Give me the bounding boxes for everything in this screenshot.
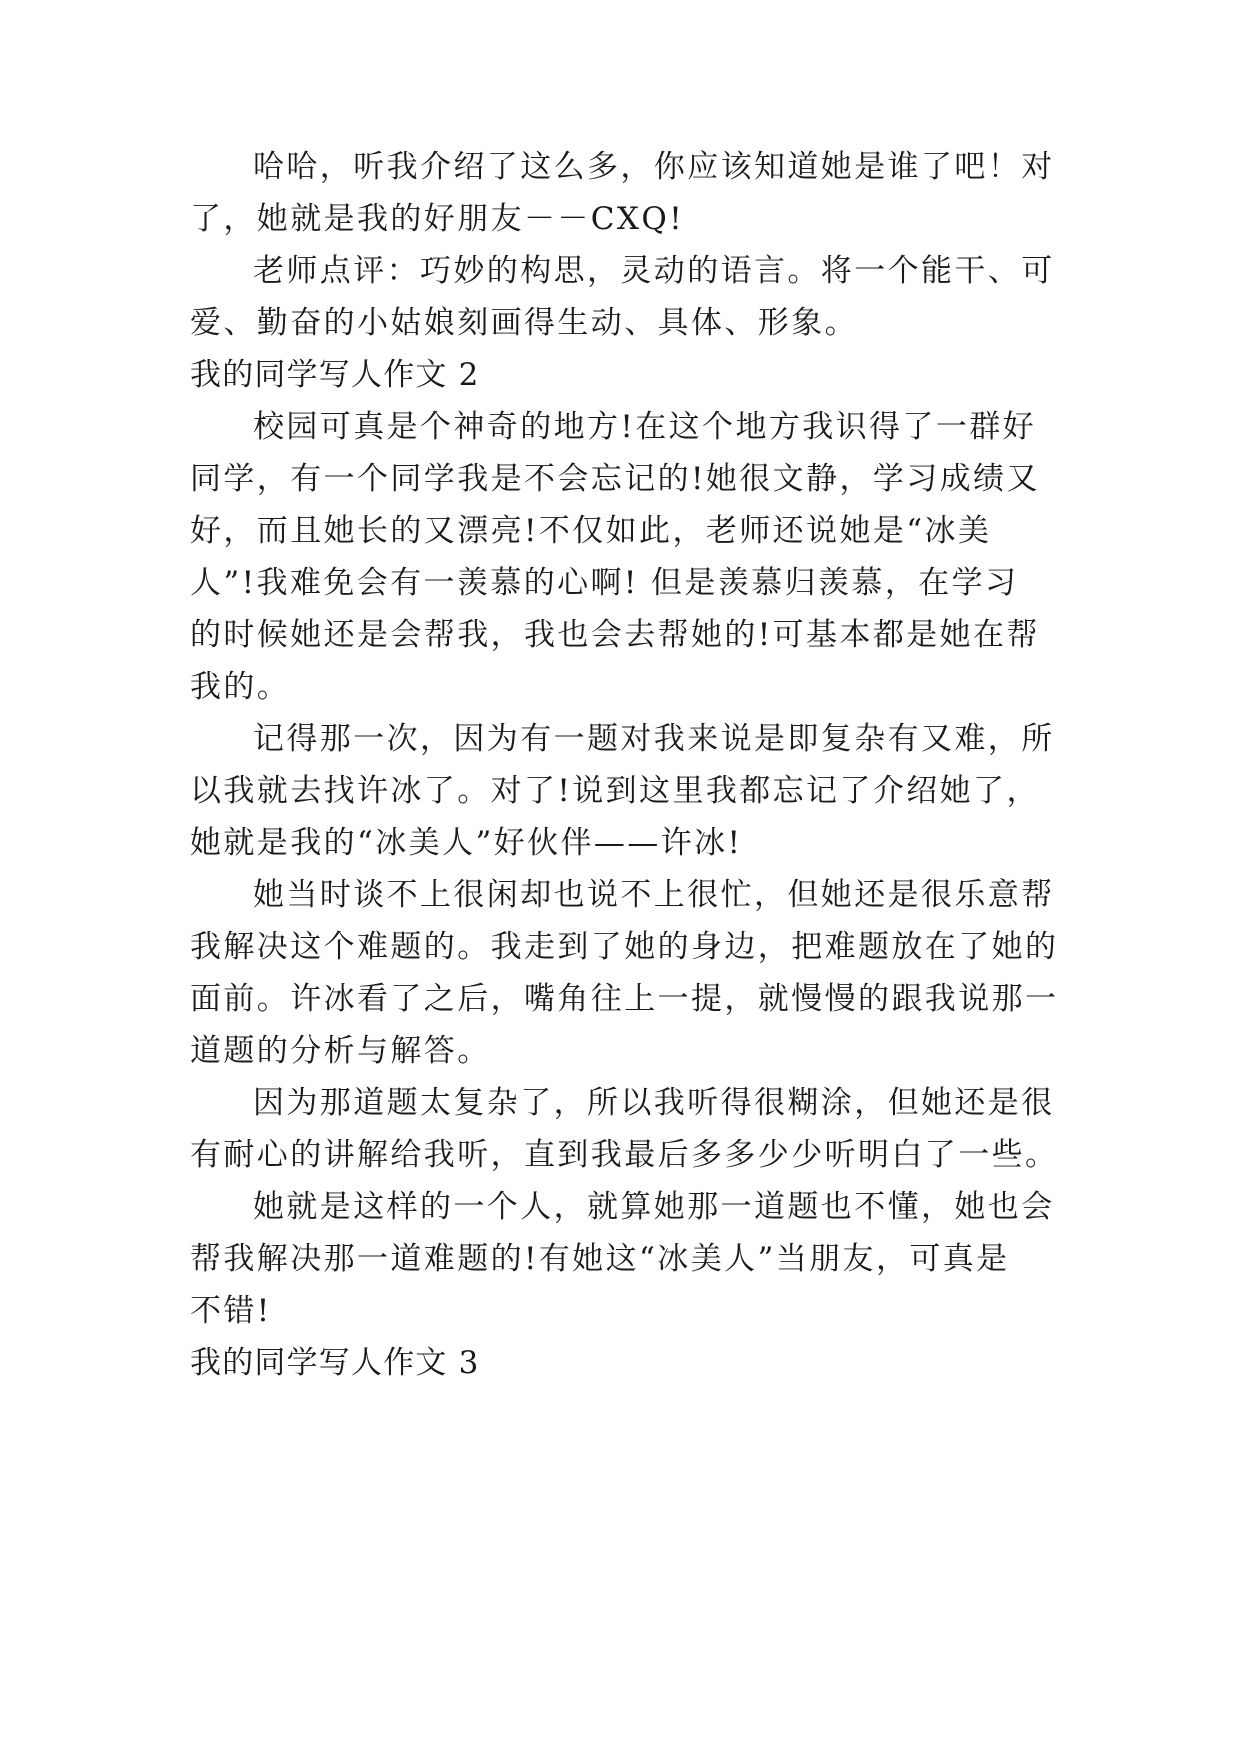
paragraph-line: 面前。许冰看了之后，嘴角往上一提，就慢慢的跟我说那一	[190, 981, 1059, 1017]
paragraph-line: 人”!我难免会有一羡慕的心啊! 但是羡慕归羡慕，在学习	[190, 565, 1019, 601]
paragraph-line: 她就是我的“冰美人”好伙伴——许冰!	[190, 825, 743, 861]
paragraph-line: 哈哈，听我介绍了这么多，你应该知道她是谁了吧！对	[253, 149, 1055, 185]
paragraph-line: 老师点评：巧妙的构思，灵动的语言。将一个能干、可	[253, 253, 1055, 289]
paragraph-line: 同学，有一个同学我是不会忘记的!她很文静，学习成绩又	[190, 461, 1040, 497]
paragraph-line: 帮我解决那一道难题的!有她这“冰美人”当朋友，可真是	[190, 1241, 1010, 1277]
paragraph-line: 的时候她还是会帮我，我也会去帮她的!可基本都是她在帮	[190, 617, 1040, 653]
paragraph-line: 校园可真是个神奇的地方!在这个地方我识得了一群好	[253, 409, 1037, 445]
paragraph-line: 她就是这样的一个人，就算她那一道题也不懂，她也会	[253, 1189, 1055, 1225]
paragraph-line: 她当时谈不上很闲却也说不上很忙，但她还是很乐意帮	[253, 877, 1055, 913]
paragraph-line: 以我就去找许冰了。对了!说到这里我都忘记了介绍她了，	[190, 773, 1040, 809]
section-heading: 我的同学写人作文 3	[190, 1345, 480, 1381]
paragraph-line: 好，而且她长的又漂亮!不仅如此，老师还说她是“冰美	[190, 513, 992, 549]
paragraph-line: 了，她就是我的好朋友－－CXQ!	[190, 201, 685, 237]
paragraph-line: 爱、勤奋的小姑娘刻画得生动、具体、形象。	[190, 305, 858, 341]
section-heading: 我的同学写人作文 2	[190, 357, 480, 393]
paragraph-line: 记得那一次，因为有一题对我来说是即复杂有又难，所	[253, 721, 1055, 757]
paragraph-line: 道题的分析与解答。	[190, 1033, 491, 1069]
paragraph-line: 我的。	[190, 669, 291, 705]
paragraph-line: 因为那道题太复杂了，所以我听得很糊涂，但她还是很	[253, 1085, 1055, 1121]
paragraph-line: 不错!	[190, 1293, 272, 1329]
paragraph-line: 有耐心的讲解给我听，直到我最后多多少少听明白了一些。	[190, 1137, 1059, 1173]
paragraph-line: 我解决这个难题的。我走到了她的身边，把难题放在了她的	[190, 929, 1059, 965]
